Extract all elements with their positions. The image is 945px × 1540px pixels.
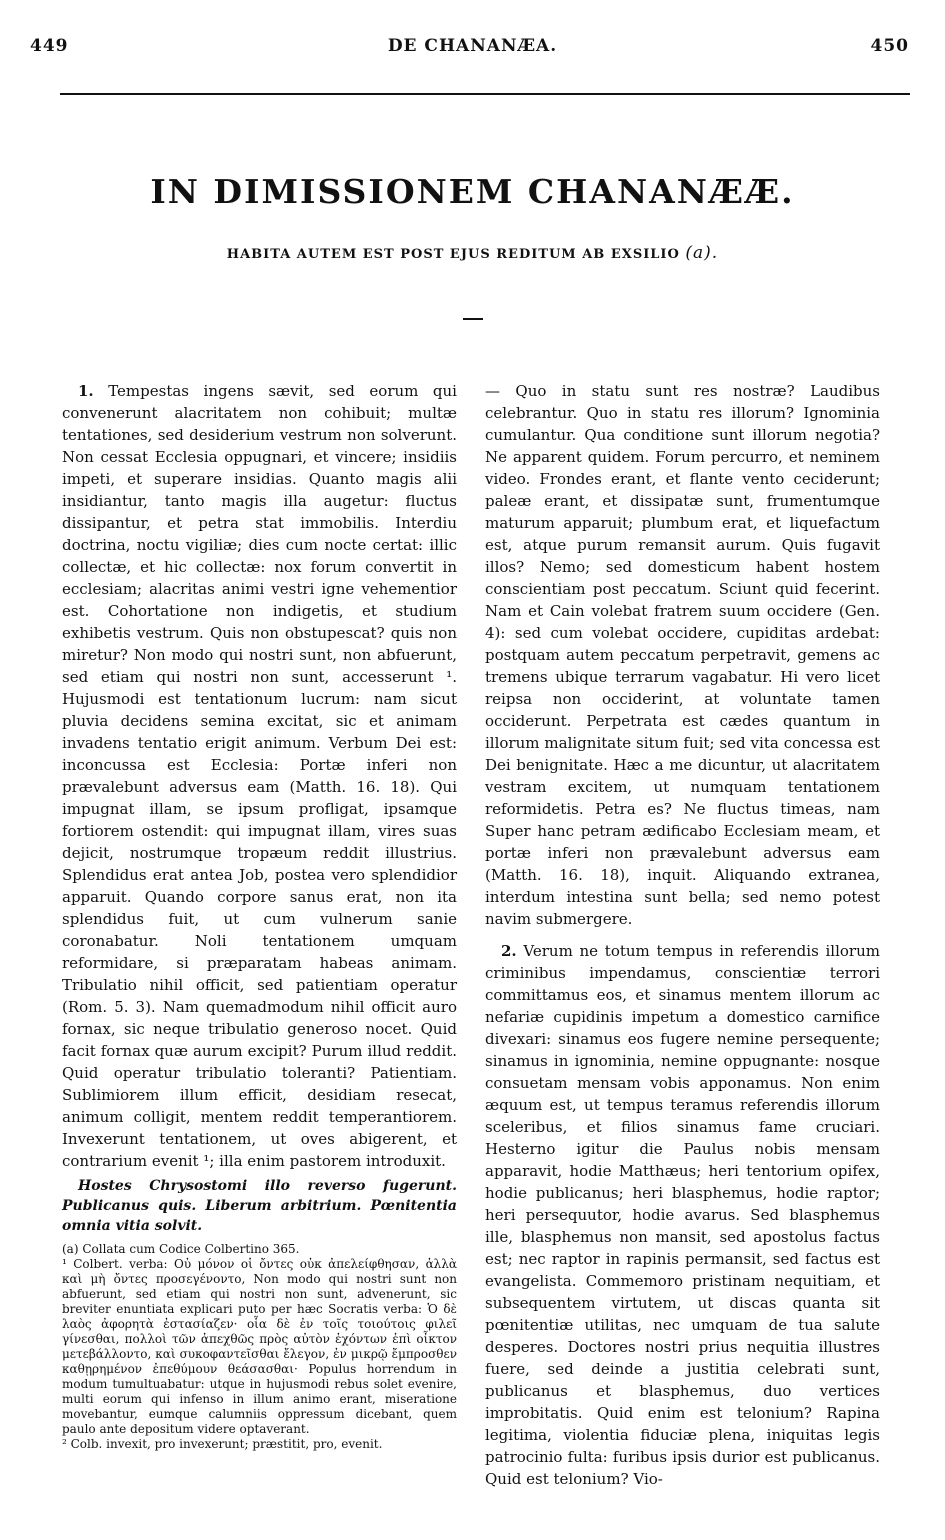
sermon-title: IN DIMISSIONEM CHANANÆÆ. [150,172,795,211]
subtitle-text: HABITA AUTEM EST POST EJUS REDITUM AB EXSILIO [226,247,680,262]
paragraph-number: 1. [78,382,94,400]
sermon-subtitle [0,243,945,263]
paragraph-number: 2. [501,942,517,960]
paragraph-text: Verum ne totum tempus in referendis illorum criminibus impendamus, conscientiæ terrori committamus eos, et sinamus mentem illorum ac nefariæ cupidinis impetum a domestico carnifice divexari: sinamus eos fugere nemine persequente; sinamus in ignominia, nemine oppugnante: nosque consuetam mensam vobis apponamus. Non enim æquum est, ut tempus teramus referendis illorum sceleribus, et filios sinamus fame cruciari. Hesterno igitur die Paulus nobis mensam apparavit, hodie Matthæus; heri tentorium opifex, hodie publicanus; heri blasphemus, hodie raptor; heri persequutor, hodie avarus. Sed blasphemus ille, blasphemus non mansit, sed apostolus factus est; nec raptor in rapinis permansit, sed factus est evangelista. Commemoro pristinam nequitiam, et subsequentem virtutem, ut discas quanta sit pœnitentiæ utilitas, nec umquam de tua salute desperes. Doctores nostri prius nequitia illustres fuere, sed deinde a justitia celebrati sunt, publicanus et blasphemus, duo vertices improbitatis. Quid enim est telonium? Rapina legitima, violentia fiduciæ plena, iniquitas legis patrocinio fulta: furibus ipsis durior est publicanus. Quid est telonium? Vio- [485,942,880,1488]
page-number-left: 449 [30,36,69,56]
paragraph-1-continued: — Quo in statu sunt res nostræ? Laudibus celebrantur. Quo in statu res illorum? Ignominia cumulantur. Qua conditione sunt illorum negotia? Ne apparent quidem. Forum percurro, et neminem video. Frondes erant, et flante vento ceciderunt; paleæ erant, et dissipatæ sunt, frumentumque maturum apparuit; plumbum erat, et liquefactum est, atque purum remansit aurum. Quis fugavit illos? Nemo; sed domesticum habent hostem conscientiam post peccatum. Sciunt quid fecerint. Nam et Cain volebat fratrem suum occidere (Gen. 4): sed cum volebat occidere, cupiditas ardebat: postquam autem peccatum perpetravit, gemens ac tremens ubique terrarum vagabatur. Hi vero licet reipsa non occiderint, at voluntate tamen occiderunt. Perpetrata est cædes quantum in illorum malignitate situm fuit; sed vita concessa est Dei benignitate. Hæc a me dicuntur, ut alacritatem vestram excitem, ut numquam tentationem reformidetis. Petra es? Ne fluctus timeas, nam Super hanc petram ædificabo Ecclesiam meam, et portæ inferi non prævalebunt adversus eam (Matth. 16. 18), inquit. Aliquando extranea, interdum intestina sunt bella; sed nemo potest navim submergere. [485,382,880,928]
paragraph-2 [485,940,880,1490]
summary-note: Hostes Chrysostomi illo reverso fugerunt. Publicanus quis. Liberum arbitrium. Pœnitentia omnia vitia solvit. [62,1178,457,1234]
running-title: DE CHANANÆA. [387,36,558,56]
paragraph-1 [62,380,457,1172]
right-column [485,380,880,1490]
subtitle-note-ref: (a). [685,243,719,263]
page-number-right: 450 [870,36,909,56]
footnote-2: ² Colb. invexit, pro invexerunt; præstitit, pro, evenit. [62,1437,383,1451]
footnotes [62,1242,457,1452]
left-column [62,380,457,1452]
footnote-a: (a) Collata cum Codice Colbertino 365. [62,1242,300,1256]
header-rule [60,93,910,95]
paragraph-text: Tempestas ingens sævit, sed eorum qui convenerunt alacritatem non cohibuit; multæ tentationes, sed desiderium vestrum non solverunt. Non cessat Ecclesia oppugnari, et vincere; insidiis impeti, et superare insidias. Quanto magis alii insidiantur, tanto magis illa augetur: fluctus dissipantur, et petra stat immobilis. Interdiu doctrina, noctu vigiliæ; dies cum nocte certat: illic collectæ, et hic collectæ: nox forum convertit in ecclesiam; alacritas animi vestri igne vehementior est. Cohortatione non indigetis, et studium exhibetis vestrum. Quis non obstupescat? quis non miretur? Non modo qui nostri sunt, non abfuerunt, sed etiam qui nostri non sunt, accesserunt ¹. Hujusmodi est tentationum lucrum: nam sicut pluvia decidens semina excitat, sic et animam invadens tentatio erigit animum. Verbum Dei est: inconcussa est Ecclesia: Portæ inferi non prævalebunt adversus eam (Matth. 16. 18). Qui impugnat illam, se ipsum profligat, ipsamque fortiorem ostendit: qui impugnat illam, vires suas dejicit, nostrumque tropæum reddit illustrius. Splendidus erat antea Job, postea vero splendidior apparuit. Quando corpore sanus erat, non ita splendidus fuit, ut cum vulnerum sanie coronabatur. Noli tentationem umquam reformidare, si præparatam habeas animam. Tribulatio nihil officit, sed patientiam operatur (Rom. 5. 3). Nam quemadmodum nihil officit auro fornax, sic neque tribulatio generoso nocet. Quid facit fornax quæ aurum excipit? Purum illud reddit. Quid operatur tribulatio toleranti? Patientiam. Sublimiorem illum efficit, desidiam resecat, animum colligit, mentem reddit temperantiorem. Invexerunt tentationem, ut oves abigerent, et contrarium evenit ¹; illa enim pastorem introduxit. [62,382,457,1170]
section-divider [463,318,483,320]
footnote-1: ¹ Colbert. verba: Οὐ μόνον οἱ ὄντες οὐκ ἀπελείφθησαν, ἀλλὰ καὶ μὴ ὄντες προσεγένοντο, Non modo qui nostri sunt non abfuerunt, sed etiam qui nostri non sunt, advenerunt, sic breviter enuntiata explicari puto per hæc Socratis verba: Ὁ δὲ λαὸς ἀφορητὰ ἐστασίαζεν· οἷα δὲ ἐν τοῖς τοιούτοις φιλεῖ γίνεσθαι, πολλοὶ τῶν ἀπεχθῶς πρὸς αὐτὸν ἐχόντων ἐπὶ οἶκτον μετεβάλλοντο, καὶ συκοφαντεῖσθαι ἔλεγον, ἐν μικρῷ ἔμπροσθεν καθῃρημένον ἐπεθύμουν θεάσασθαι· Populus horrendum in modum tumultuabatur: utque in hujusmodi rebus solet evenire, multi eorum qui infenso in illum animo erant, miseratione movebantur, eumque calumniis oppressum dicebant, quem paulo ante depositum videre optaverant. [62,1257,457,1436]
